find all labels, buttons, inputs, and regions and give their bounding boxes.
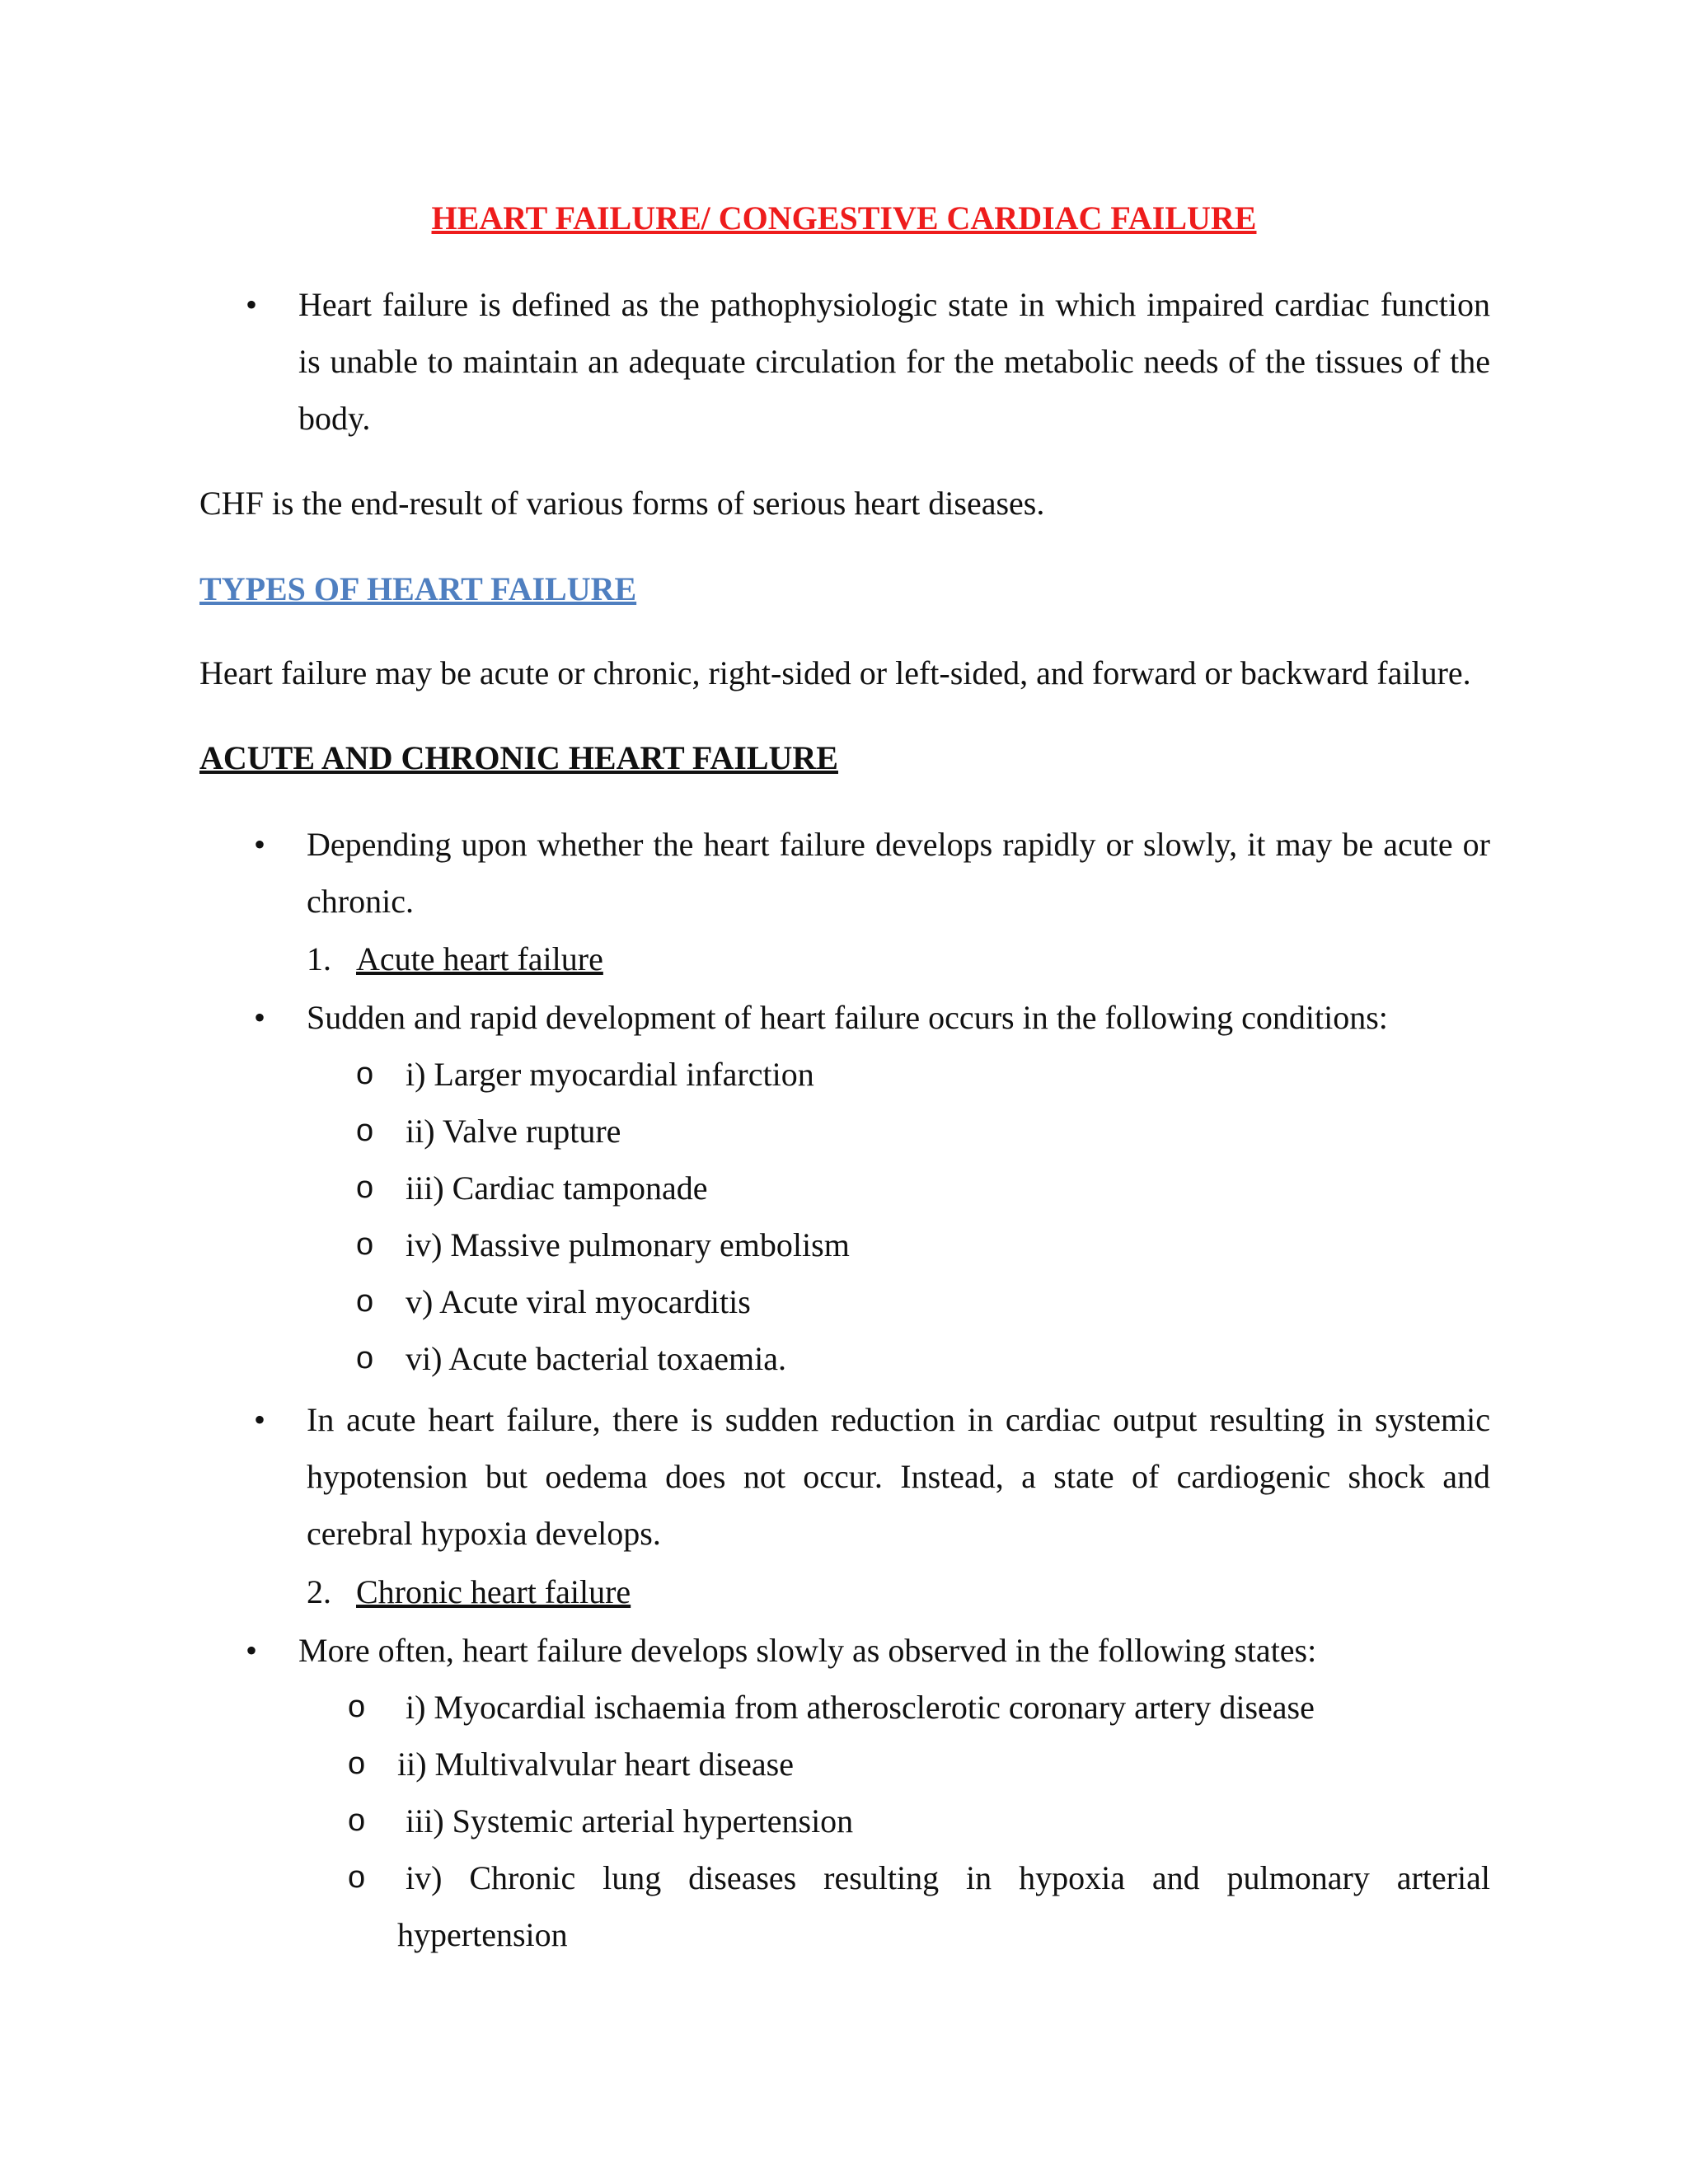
chronic-condition-item: i) Myocardial ischaemia from atherosclerotic coronary artery disease [406, 1689, 1315, 1726]
acute-condition-item: vi) Acute bacterial toxaemia. [406, 1340, 787, 1377]
acute-condition-item: ii) Valve rupture [406, 1113, 621, 1150]
acute-condition-item: v) Acute viral myocarditis [406, 1283, 751, 1320]
acute-condition-item: i) Larger myocardial infarction [406, 1056, 814, 1093]
chronic-label: Chronic heart failure [356, 1573, 631, 1610]
bullet-marker: • [254, 1401, 266, 1438]
acute-label: Acute heart failure [356, 940, 603, 977]
chronic-condition-item: iv) Chronic lung diseases resulting in hypoxia and pulmonary arterial hypertension [397, 1859, 1490, 1953]
types-paragraph: Heart failure may be acute or chronic, right-sided or left-sided, and forward or backward failure. [199, 654, 1471, 691]
acute-description: In acute heart failure, there is sudden reduction in cardiac output resulting in systemic hypotension but oedema does not occur. Instead, a state of cardiogenic shock and cerebral hypoxia develops. [307, 1401, 1490, 1552]
sub-bullet-marker: o [356, 1113, 374, 1148]
sub-bullet-marker: o [356, 1341, 374, 1376]
sub-bullet-marker: o [356, 1227, 374, 1262]
bullet-marker: • [254, 826, 266, 863]
sub-bullet-marker: o [348, 1746, 366, 1781]
sub-bullet-marker: o [348, 1860, 366, 1895]
chronic-intro: More often, heart failure develops slowly as observed in the following states: [298, 1632, 1317, 1669]
acute-number: 1. [307, 940, 331, 977]
sub-bullet-marker: o [356, 1284, 374, 1319]
types-heading: TYPES OF HEART FAILURE [199, 570, 637, 607]
chronic-condition-item: ii) Multivalvular heart disease [397, 1746, 794, 1783]
acute-condition-item: iii) Cardiac tamponade [406, 1169, 708, 1207]
acute-chronic-heading: ACUTE AND CHRONIC HEART FAILURE [199, 739, 838, 776]
sub-bullet-marker: o [356, 1170, 374, 1205]
chf-statement: CHF is the end-result of various forms of serious heart diseases. [199, 485, 1045, 522]
bullet-marker: • [246, 286, 258, 323]
bullet-marker: • [246, 1632, 258, 1669]
acute-condition-item: iv) Massive pulmonary embolism [406, 1226, 850, 1263]
acute-intro: Sudden and rapid development of heart failure occurs in the following conditions: [307, 999, 1388, 1036]
page-title: HEART FAILURE/ CONGESTIVE CARDIAC FAILURE [431, 199, 1257, 237]
bullet-marker: • [254, 999, 266, 1036]
sub-bullet-marker: o [348, 1803, 366, 1838]
sub-bullet-marker: o [356, 1057, 374, 1091]
chronic-number: 2. [307, 1573, 331, 1610]
chronic-condition-item: iii) Systemic arterial hypertension [406, 1802, 854, 1840]
sub-bullet-marker: o [348, 1690, 366, 1724]
depending-paragraph: Depending upon whether the heart failure develops rapidly or slowly, it may be acute or chronic. [307, 826, 1490, 920]
definition-paragraph: Heart failure is defined as the pathophysiologic state in which impaired cardiac function is unable to maintain an adequate circulation for the metabolic needs of the tissues of the body. [298, 286, 1490, 437]
